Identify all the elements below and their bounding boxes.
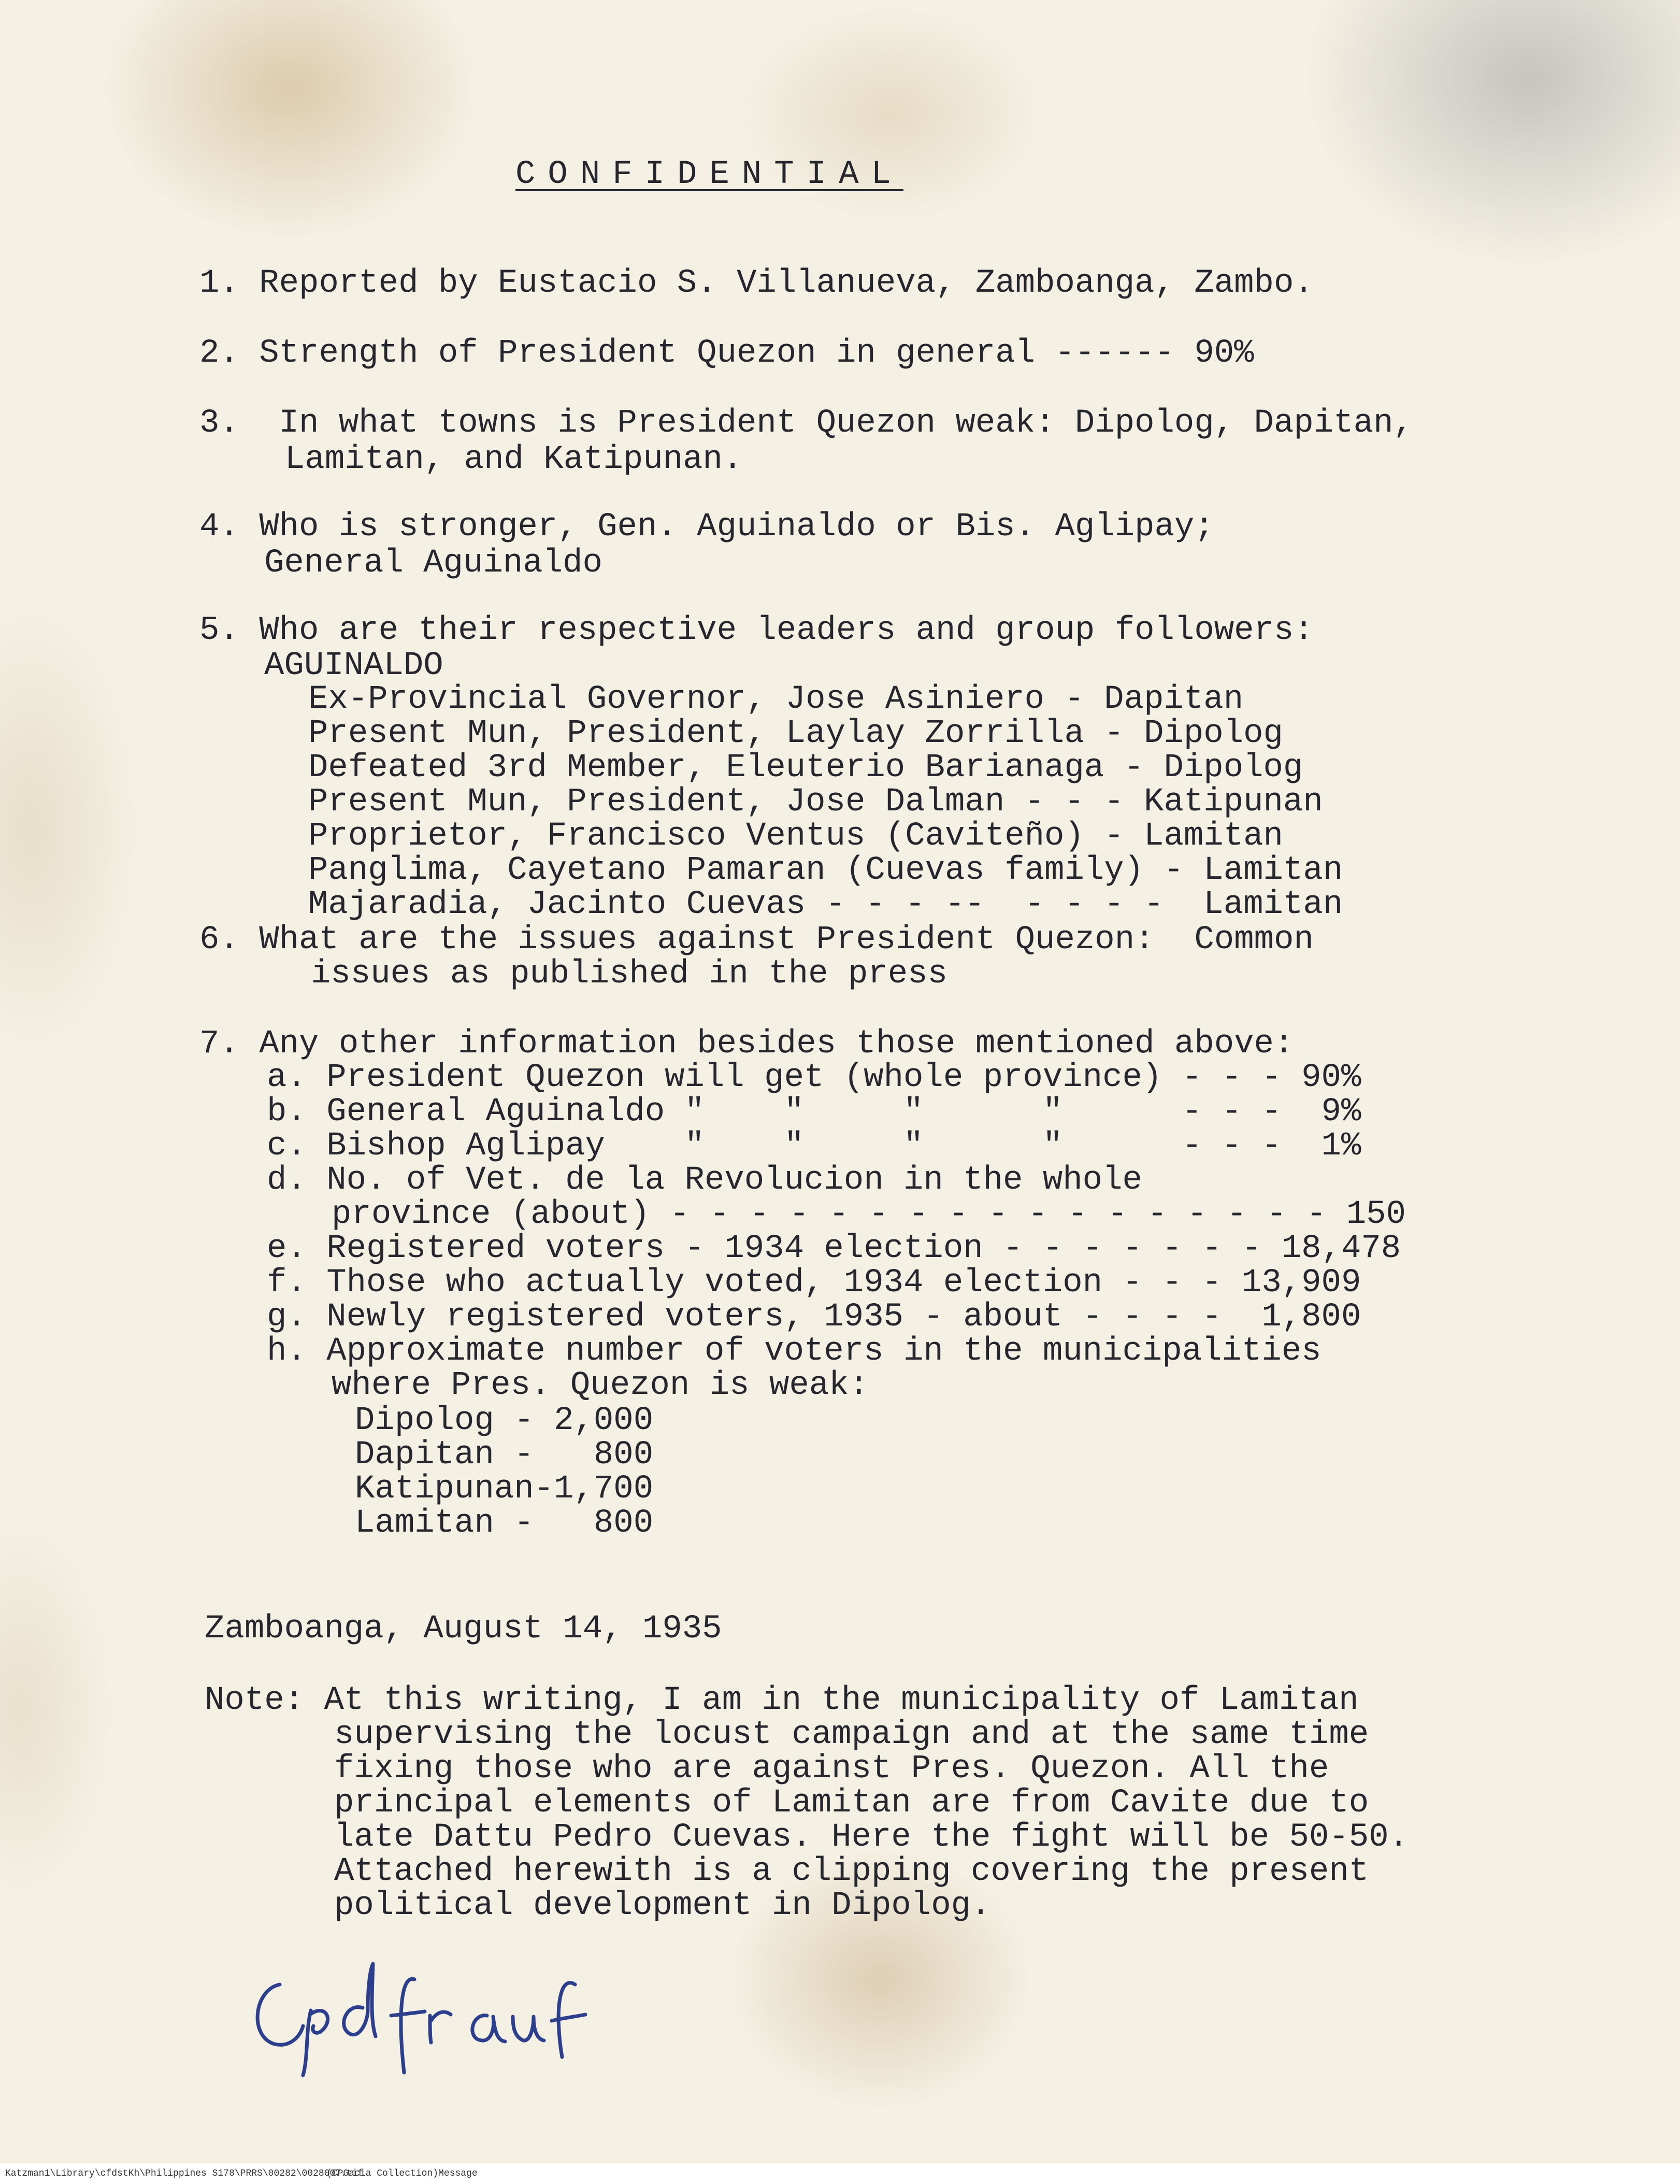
item-3-line-1: 3. In what towns is President Quezon weak: Dipolog, Dapitan,: [199, 405, 1413, 442]
note-line: political development in Dipolog.: [334, 1887, 991, 1924]
note-line: supervising the locust campaign and at the same time: [334, 1716, 1369, 1753]
leader-row: Majaradia, Jacinto Cuevas - - - -- - - - - Lamitan: [308, 886, 1343, 923]
info-row: g. Newly registered voters, 1935 - about - - - - 1,800: [267, 1298, 1361, 1336]
item-7-heading: 7. Any other information besides those mentioned above:: [199, 1025, 1294, 1063]
note-line: principal elements of Lamitan are from Cavite due to: [334, 1785, 1369, 1822]
weak-town-row: Dipolog - 2,000: [355, 1402, 654, 1439]
leader-row: Present Mun, President, Jose Dalman - - - Katipunan: [308, 783, 1323, 821]
item-5-line-1: 5. Who are their respective leaders and group followers:: [199, 612, 1314, 649]
item-5-heading: AGUINALDO: [264, 647, 443, 684]
leader-row: Present Mun, President, Laylay Zorrilla - Dipolog: [308, 715, 1283, 752]
info-row: c. Bishop Aglipay " " " " - - - 1%: [267, 1127, 1361, 1165]
document-title: CONFIDENTIAL: [515, 156, 903, 193]
note-line: Attached herewith is a clipping covering the present: [334, 1853, 1369, 1890]
handwritten-annotation: [243, 1953, 616, 2078]
note-line: fixing those who are against Pres. Quezon. All the: [334, 1750, 1329, 1788]
info-row: province (about) - - - - - - - - - - - - - - - - - 150: [332, 1196, 1406, 1233]
note-line: Note: At this writing, I am in the municipality of Lamitan: [205, 1682, 1359, 1719]
item-6-line-2: issues as published in the press: [311, 955, 947, 993]
info-row: d. No. of Vet. de la Revolucion in the whole: [267, 1162, 1142, 1199]
item-4-line-2: General Aguinaldo: [264, 545, 602, 582]
leader-row: Panglima, Cayetano Pamaran (Cuevas family) - Lamitan: [308, 852, 1343, 889]
weak-town-row: Katipunan-1,700: [355, 1471, 654, 1508]
info-row: f. Those who actually voted, 1934 election - - - 13,909: [267, 1264, 1361, 1302]
info-row: a. President Quezon will get (whole province) - - - 90%: [267, 1059, 1361, 1096]
scan-footer-collection: (CPGacia Collection)Message: [326, 2168, 478, 2179]
item-2: 2. Strength of President Quezon in general ------ 90%: [199, 335, 1254, 372]
item-6-line-1: 6. What are the issues against President Quezon: Common: [199, 921, 1314, 959]
item-1: 1. Reported by Eustacio S. Villanueva, Zamboanga, Zambo.: [199, 265, 1314, 302]
place-date: Zamboanga, August 14, 1935: [205, 1610, 722, 1648]
weak-town-row: Lamitan - 800: [355, 1505, 654, 1542]
scan-footer-path: Katzman1\Library\cfdstKh\Philippines S178\PRRS\00282\0028007.tif: [5, 2168, 364, 2179]
item-3-line-2: Lamitan, and Katipunan.: [285, 441, 743, 478]
leader-row: Proprietor, Francisco Ventus (Caviteño) - Lamitan: [308, 818, 1283, 855]
info-row: e. Registered voters - 1934 election - - - - - - - 18,478: [267, 1230, 1401, 1267]
info-row: where Pres. Quezon is weak:: [332, 1367, 869, 1404]
weak-town-row: Dapitan - 800: [355, 1436, 654, 1474]
leader-row: Defeated 3rd Member, Eleuterio Barianaga - Dipolog: [308, 749, 1303, 787]
leader-row: Ex-Provincial Governor, Jose Asiniero - Dapitan: [308, 681, 1244, 718]
info-row: b. General Aguinaldo " " " " - - - 9%: [267, 1093, 1361, 1131]
note-line: late Dattu Pedro Cuevas. Here the fight will be 50-50.: [334, 1819, 1409, 1856]
item-4-line-1: 4. Who is stronger, Gen. Aguinaldo or Bis. Aglipay;: [199, 508, 1214, 546]
info-row: h. Approximate number of voters in the municipalities: [267, 1333, 1322, 1370]
